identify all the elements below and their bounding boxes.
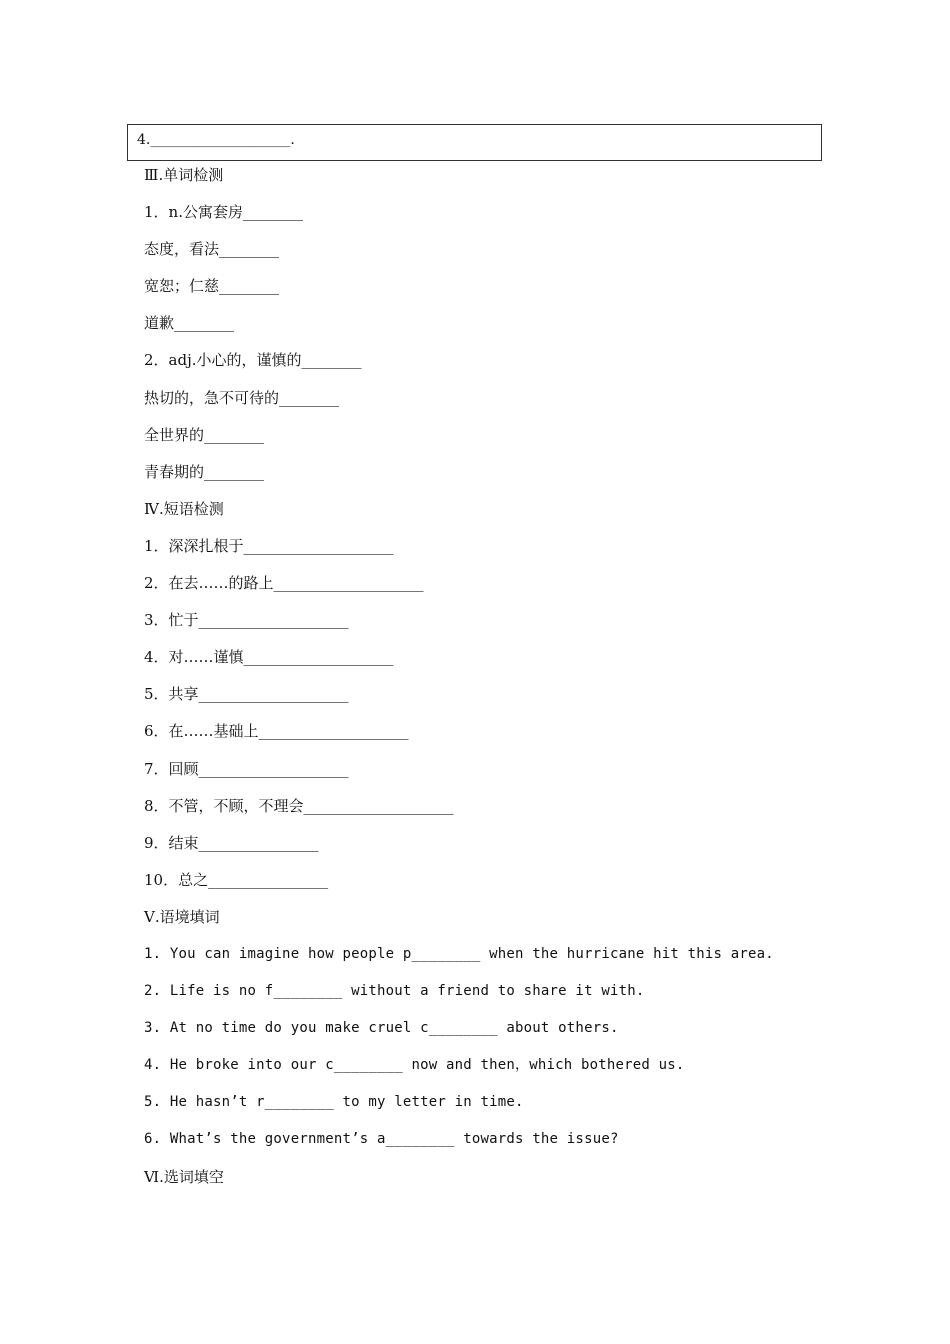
worksheet-content <box>144 165 844 1204</box>
phrase-item: 3．忙于____________________ <box>144 611 349 630</box>
vocab-item: 1．n.公寓套房________ <box>144 203 303 222</box>
context-item: 2. Life is no f________ without a friend to share it with. <box>144 983 645 1000</box>
vocab-item: 道歉________ <box>144 314 235 333</box>
vocab-item: 宽恕；仁慈________ <box>144 277 280 296</box>
vocab-item: 态度，看法________ <box>144 240 280 259</box>
context-item: 1. You can imagine how people p________ when the hurricane hit this area. <box>144 945 774 962</box>
phrase-item: 6．在……基础上____________________ <box>144 722 409 741</box>
phrase-item: 8．不管，不顾，不理会____________________ <box>144 796 454 815</box>
context-item: 5. He hasn’t r________ to my letter in time. <box>144 1094 524 1111</box>
section-3-heading: Ⅲ.单词检测 <box>144 166 224 184</box>
phrase-item: 4．对……谨慎____________________ <box>144 648 394 667</box>
section-5-heading: Ⅴ.语境填词 <box>144 907 220 926</box>
phrase-item: 10．总之________________ <box>144 870 329 889</box>
phrase-item: 5．共享____________________ <box>144 685 349 704</box>
vocab-item: 全世界的________ <box>144 425 265 444</box>
phrase-item: 7．回顾____________________ <box>144 759 349 778</box>
section-4-heading: Ⅳ.短语检测 <box>144 499 224 518</box>
phrase-item: 9．结束________________ <box>144 833 319 852</box>
answer-box <box>127 124 822 161</box>
context-item: 6. What’s the government’s a________ towards the issue? <box>144 1131 619 1148</box>
phrase-item: 2．在去……的路上____________________ <box>144 574 424 593</box>
phrase-item: 1．深深扎根于____________________ <box>144 536 394 555</box>
context-item: 3. At no time do you make cruel c________ about others. <box>144 1020 619 1037</box>
vocab-item: 2．adj.小心的，谨慎的________ <box>144 351 362 370</box>
vocab-item: 热切的，急不可待的________ <box>144 388 340 407</box>
vocab-item: 青春期的________ <box>144 462 265 481</box>
answer-line-4: 4.____________________. <box>137 132 295 148</box>
context-item: 4. He broke into our c________ now and then，which bothered us. <box>144 1057 685 1074</box>
section-6-heading: Ⅵ.选词填空 <box>144 1167 224 1186</box>
